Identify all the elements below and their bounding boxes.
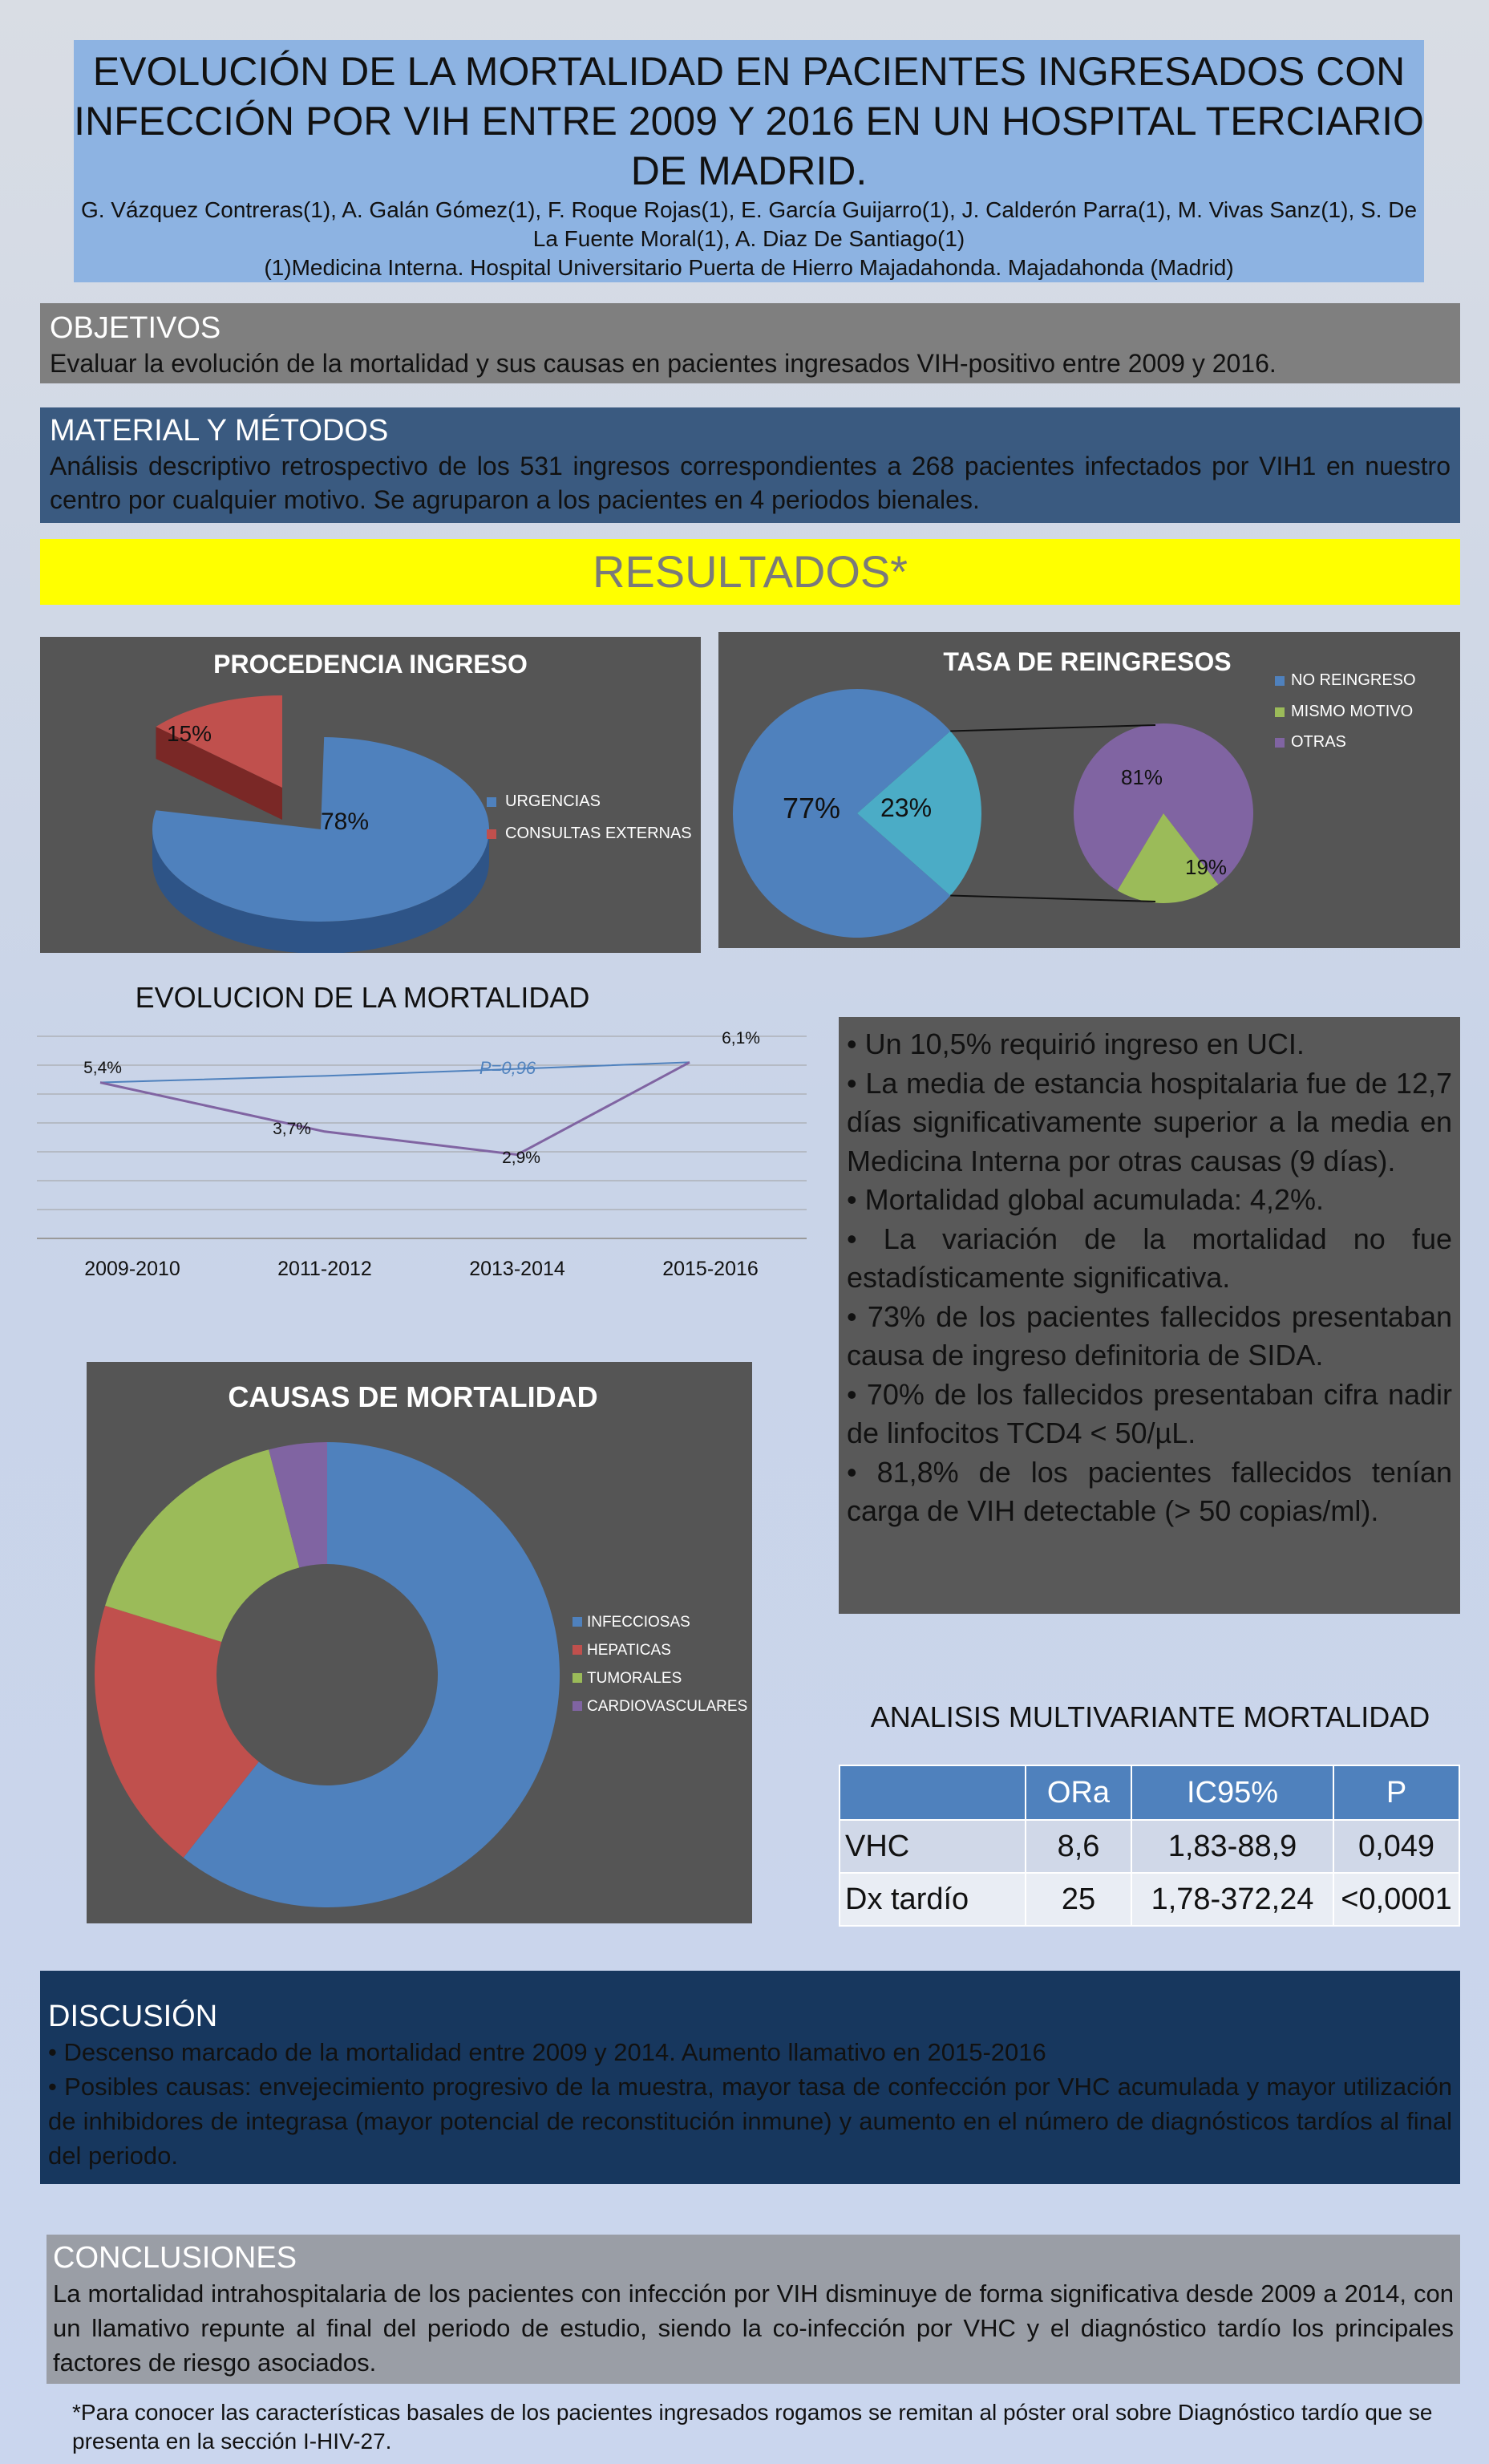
table-cell: 8,6	[1026, 1820, 1131, 1873]
legend-swatch-consultas	[487, 829, 496, 839]
mortalidad-line	[100, 1062, 690, 1154]
bullet-item: • La media de estancia hospitalaria fue de 12,7 días significativamente superior a la media en Medicina Interna por otras causas (9 días).	[847, 1066, 1452, 1177]
legend-swatch-hepaticas	[573, 1645, 582, 1655]
bullet-item: • Mortalidad global acumulada: 4,2%.	[847, 1183, 1324, 1216]
procedencia-chart	[40, 637, 701, 953]
table-cell: <0,0001	[1333, 1873, 1459, 1926]
legend-infecciosas: INFECCIOSAS	[587, 1614, 690, 1631]
reingresos-main-pie	[733, 689, 981, 938]
discusion-section	[40, 1971, 1460, 2184]
multivariante-table	[839, 1765, 1460, 1927]
mortalidad-label-0: 5,4%	[83, 1059, 122, 1077]
legend-swatch-cardiovasculares	[573, 1701, 582, 1711]
legend-swatch-infecciosas	[573, 1617, 582, 1627]
procedencia-label-urgencias: 78%	[320, 808, 370, 835]
legend-swatch-urgencias	[487, 797, 496, 807]
mortalidad-label-2: 2,9%	[502, 1149, 540, 1167]
table-header-row	[840, 1765, 1459, 1820]
table-cell: 0,049	[1333, 1820, 1459, 1873]
mortalidad-title: EVOLUCION DE LA MORTALIDAD	[135, 981, 590, 1014]
bullet-item: • 81,8% de los pacientes fallecidos tenían carga de VIH detectable (> 50 copias/ml).	[847, 1455, 1452, 1527]
mortalidad-tick-1: 2011-2012	[277, 1258, 372, 1280]
legend-no-reingreso: NO REINGRESO	[1291, 671, 1416, 689]
table-cell: Dx tardío	[840, 1873, 1026, 1926]
conclusiones-heading: CONCLUSIONES	[53, 2241, 297, 2275]
reingresos-label-81: 81%	[1121, 765, 1163, 789]
table-cell: 1,78-372,24	[1131, 1873, 1333, 1926]
poster-affiliation: (1)Medicina Interna. Hospital Universitario Puerta de Hierro Majadahonda. Majadahonda (Madrid)	[264, 255, 1234, 280]
causas-title: CAUSAS DE MORTALIDAD	[228, 1380, 598, 1413]
table-header: IC95%	[1131, 1765, 1333, 1820]
table-cell: 1,83-88,9	[1131, 1820, 1333, 1873]
legend-urgencias: URGENCIAS	[505, 792, 601, 810]
table-cell: 25	[1026, 1873, 1131, 1926]
reingresos-label-23: 23%	[880, 793, 933, 822]
reingresos-label-19: 19%	[1185, 855, 1228, 879]
objetivos-heading: OBJETIVOS	[50, 311, 221, 345]
footnote: *Para conocer las características basales de los pacientes ingresados rogamos se remitan al póster oral sobre Diagnóstico tardío que se presenta en la sección I-HIV-27.	[72, 2400, 1433, 2454]
table-header: P	[1333, 1765, 1459, 1820]
objetivos-text: Evaluar la evolución de la mortalidad y sus causas en pacientes ingresados VIH-positivo entre 2009 y 2016.	[50, 349, 1277, 378]
bullet-item: • 73% de los pacientes fallecidos presentaban causa de ingreso definitoria de SIDA.	[847, 1299, 1452, 1372]
mortalidad-tick-2: 2013-2014	[469, 1258, 565, 1280]
legend-swatch-mismo-motivo	[1275, 707, 1285, 717]
legend-swatch-otras	[1275, 738, 1285, 748]
material-text: Análisis descriptivo retrospectivo de los 531 ingresos correspondientes a 268 pacientes infectados por VIH1 en nuestro centro por cualquier motivo. Se agruparon a los pacientes en 4 periodos bienales.	[50, 452, 1451, 514]
table-header	[840, 1765, 1026, 1820]
reingresos-label-77: 77%	[783, 792, 841, 825]
material-section	[40, 407, 1460, 523]
multivariante-title: ANALISIS MULTIVARIANTE MORTALIDAD	[870, 1700, 1430, 1733]
legend-swatch-no-reingreso	[1275, 676, 1285, 686]
reingresos-chart	[718, 632, 1460, 948]
bullet-item: • Un 10,5% requirió ingreso en UCI.	[847, 1027, 1305, 1060]
mortalidad-label-3: 6,1%	[722, 1029, 760, 1048]
legend-hepaticas: HEPATICAS	[587, 1642, 671, 1659]
objetivos-section	[40, 303, 1460, 383]
bullet-item: • 70% de los fallecidos presentaban cifra nadir de linfocitos TCD4 < 50/µL.	[847, 1377, 1452, 1449]
results-bullets	[839, 1017, 1460, 1614]
table-header: ORa	[1026, 1765, 1131, 1820]
poster-title: EVOLUCIÓN DE LA MORTALIDAD EN PACIENTES INGRESADOS CON INFECCIÓN POR VIH ENTRE 2009 Y 2016 EN UN HOSPITAL TERCIARIO DE MADRID.	[74, 49, 1424, 193]
procedencia-title: PROCEDENCIA INGRESO	[213, 650, 528, 679]
legend-swatch-tumorales	[573, 1673, 582, 1683]
material-heading: MATERIAL Y MÉTODOS	[50, 414, 389, 448]
table-row	[840, 1873, 1459, 1926]
mortalidad-tick-3: 2015-2016	[662, 1258, 759, 1280]
legend-consultas: CONSULTAS EXTERNAS	[505, 825, 692, 842]
mortalidad-label-1: 3,7%	[273, 1120, 311, 1138]
mortalidad-gridlines	[37, 1036, 807, 1210]
procedencia-label-consultas: 15%	[166, 721, 212, 746]
discusion-item: • Descenso marcado de la mortalidad entre 2009 y 2014. Aumento llamativo en 2015-2016	[48, 2038, 1046, 2066]
mortalidad-line-chart	[32, 972, 818, 1293]
mortalidad-tick-0: 2009-2010	[84, 1258, 180, 1280]
mortalidad-pvalue: P=0,96	[479, 1058, 536, 1078]
table-cell: VHC	[840, 1820, 1026, 1873]
resultados-banner: RESULTADOS*	[40, 539, 1460, 605]
legend-otras: OTRAS	[1291, 733, 1346, 751]
discusion-item: • Posibles causas: envejecimiento progresivo de la muestra, mayor tasa de confección por VHC acumulada y mayor utilización de inhibidores de integrasa (mayor potencial de reconstitución inmune) y aumento en el número de diagnósticos tardíos al final del periodo.	[48, 2073, 1452, 2170]
legend-tumorales: TUMORALES	[587, 1670, 682, 1687]
poster-authors: G. Vázquez Contreras(1), A. Galán Gómez(1), F. Roque Rojas(1), E. García Guijarro(1), J. Calderón Parra(1), M. Vivas Sanz(1), S. De La Fuente Moral(1), A. Diaz De Santiago(1)	[80, 197, 1418, 251]
poster-header	[74, 40, 1424, 282]
discusion-heading: DISCUSIÓN	[48, 2000, 218, 2033]
table-row	[840, 1820, 1459, 1873]
causas-chart	[87, 1362, 752, 1923]
conclusiones-section	[47, 2235, 1460, 2384]
reingresos-title: TASA DE REINGRESOS	[943, 647, 1232, 676]
legend-mismo-motivo: MISMO MOTIVO	[1291, 703, 1414, 720]
bullet-item: • La variación de la mortalidad no fue estadísticamente significativa.	[847, 1222, 1452, 1294]
legend-cardiovasculares: CARDIOVASCULARES	[587, 1698, 748, 1715]
conclusiones-text: La mortalidad intrahospitalaria de los pacientes con infección por VIH disminuye de forma significativa desde 2009 a 2014, con un llamativo repunte al final del periodo de estudio, siendo la co-infección por VHC y el diagnóstico tardío los principales factores de riesgo asociados.	[53, 2280, 1454, 2377]
